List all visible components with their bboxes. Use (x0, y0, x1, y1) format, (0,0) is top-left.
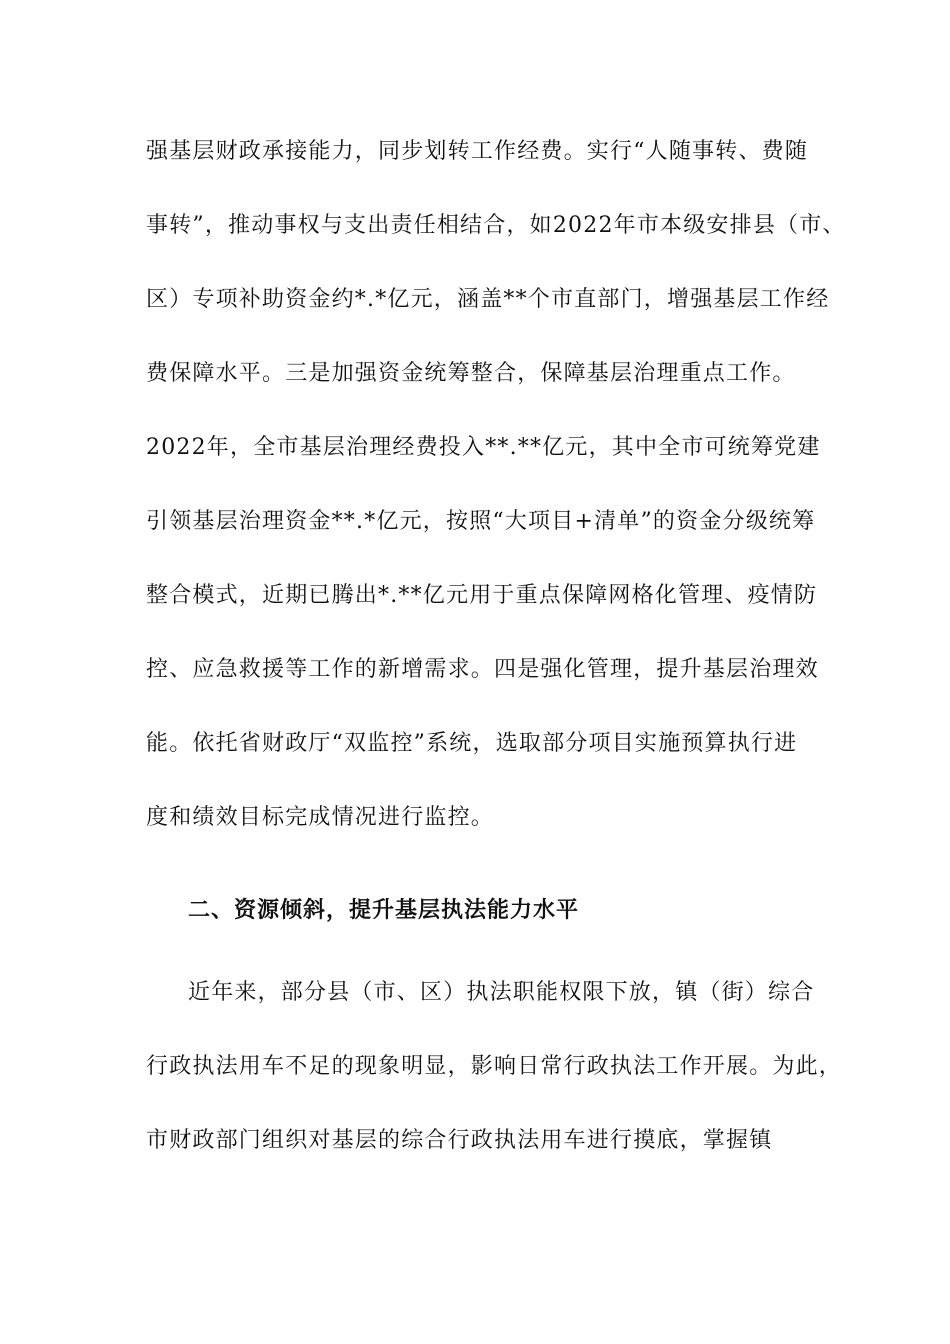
paragraph-line: 费保障水平。三是加强资金统筹整合，保障基层治理重点工作。 (146, 361, 796, 386)
paragraph-line: 行政执法用车不足的现象明显，影响日常行政执法工作开展。为此， (146, 1054, 843, 1079)
paragraph-line: 区）专项补助资金约*.*亿元，涵盖**个市直部门，增强基层工作经 (146, 287, 830, 312)
paragraph-line: 2022年，全市基层治理经费投入**.**亿元，其中全市可统筹党建 (146, 435, 821, 460)
paragraph-line: 近年来，部分县（市、区）执法职能权限下放，镇（街）综合 (188, 980, 815, 1005)
paragraph-line: 事转”，推动事权与支出责任相结合，如2022年市本级安排县（市、 (146, 213, 846, 238)
paragraph-line: 市财政部门组织对基层的综合行政执法用车进行摸底，掌握镇 (146, 1128, 773, 1153)
section-heading: 二、资源倾斜，提升基层执法能力水平 (188, 898, 580, 923)
paragraph-line: 控、应急救援等工作的新增需求。四是强化管理，提升基层治理效 (146, 657, 819, 682)
paragraph-line: 能。依托省财政厅“双监控”系统，选取部分项目实施预算执行进 (146, 731, 798, 756)
paragraph-line: 引领基层治理资金**.*亿元，按照“大项目+清单”的资金分级统筹 (146, 509, 816, 534)
paragraph-line: 度和绩效目标完成情况进行监控。 (146, 805, 495, 830)
paragraph-line: 强基层财政承接能力，同步划转工作经费。实行“人随事转、费随 (146, 139, 809, 164)
paragraph-line: 整合模式，近期已腾出*.**亿元用于重点保障网格化管理、疫情防 (146, 583, 818, 608)
